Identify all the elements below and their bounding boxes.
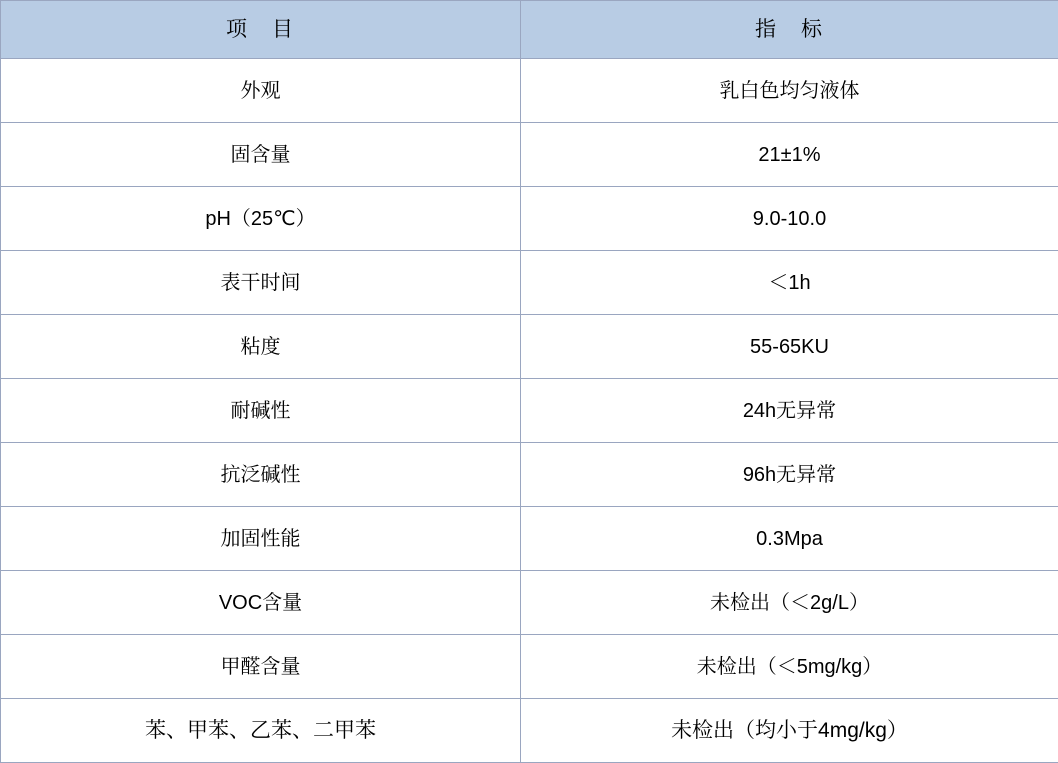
table-header-row — [1, 1, 1058, 59]
row-item-label: 外观 — [241, 79, 281, 103]
row-value-label: 未检出（＜2g/L） — [710, 591, 869, 615]
table-row — [1, 59, 1058, 123]
row-value-cell — [521, 443, 1058, 507]
row-value-cell — [521, 59, 1058, 123]
row-item-cell — [1, 635, 521, 699]
row-item-label: 耐碱性 — [231, 399, 291, 423]
row-item-label: VOC含量 — [219, 591, 302, 615]
table-row — [1, 635, 1058, 699]
row-value-label: 55-65KU — [750, 335, 829, 359]
row-item-cell — [1, 699, 521, 763]
table-row — [1, 699, 1058, 763]
table-row — [1, 571, 1058, 635]
row-value-cell — [521, 251, 1058, 315]
table-row — [1, 187, 1058, 251]
column-header-value-label: 指 标 — [755, 17, 824, 42]
row-value-label: 0.3Mpa — [756, 527, 823, 551]
row-item-label: 粘度 — [241, 335, 281, 359]
table-row — [1, 507, 1058, 571]
row-value-label: ＜1h — [768, 271, 810, 295]
row-item-label: 甲醛含量 — [221, 655, 301, 679]
row-item-label: pH（25℃） — [205, 207, 315, 231]
row-item-label: 苯、甲苯、乙苯、二甲苯 — [145, 718, 376, 743]
row-value-label: 21±1% — [758, 143, 820, 167]
row-value-cell — [521, 635, 1058, 699]
row-value-cell — [521, 699, 1058, 763]
row-value-label: 24h无异常 — [743, 399, 836, 423]
table-row — [1, 315, 1058, 379]
row-value-label: 96h无异常 — [743, 463, 836, 487]
row-value-cell — [521, 187, 1058, 251]
row-item-cell — [1, 507, 521, 571]
table-header — [1, 1, 1058, 59]
row-item-cell — [1, 379, 521, 443]
row-value-cell — [521, 507, 1058, 571]
row-item-cell — [1, 315, 521, 379]
column-header-item — [1, 1, 521, 59]
row-item-cell — [1, 187, 521, 251]
column-header-item-label: 项 目 — [226, 17, 295, 42]
row-item-cell — [1, 59, 521, 123]
column-header-value — [521, 1, 1058, 59]
row-item-label: 加固性能 — [221, 527, 301, 551]
row-item-cell — [1, 443, 521, 507]
row-item-cell — [1, 251, 521, 315]
row-value-label: 乳白色均匀液体 — [720, 79, 860, 103]
table-row — [1, 379, 1058, 443]
row-item-cell — [1, 571, 521, 635]
row-item-cell — [1, 123, 521, 187]
table-row — [1, 251, 1058, 315]
row-item-label: 抗泛碱性 — [221, 463, 301, 487]
row-value-cell — [521, 315, 1058, 379]
table-row — [1, 443, 1058, 507]
row-item-label: 表干时间 — [221, 271, 301, 295]
row-item-label: 固含量 — [231, 143, 291, 167]
table-body — [1, 59, 1058, 763]
row-value-label: 9.0-10.0 — [753, 207, 826, 231]
row-value-label: 未检出（均小于4mg/kg） — [671, 718, 908, 743]
row-value-cell — [521, 571, 1058, 635]
row-value-cell — [521, 123, 1058, 187]
table-row — [1, 123, 1058, 187]
row-value-label: 未检出（＜5mg/kg） — [697, 655, 883, 679]
row-value-cell — [521, 379, 1058, 443]
